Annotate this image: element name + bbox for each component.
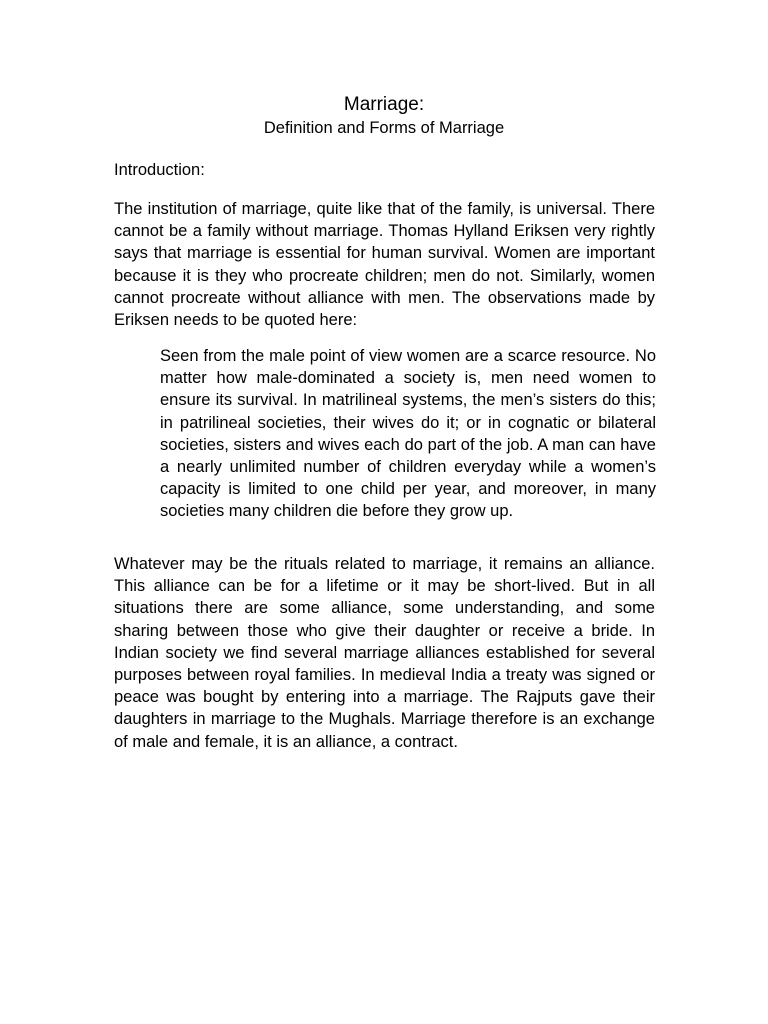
alliance-paragraph: Whatever may be the rituals related to marriage, it remains an alliance. This alliance can be for a lifetime or it may be short-lived. But in all situations there are some alliance, some understanding, and some sharing between those who give their daughter or receive a bride. In Indian society we find several marriage alliances established for several purposes between royal families. In medieval India a treaty was signed or peace was bought by entering into a marriage. The Rajputs gave their daughters in marriage to the Mughals. Marriage therefore is an exchange of male and female, it is an alliance, a contract.: [114, 555, 655, 751]
document-title: Marriage:: [343, 94, 425, 115]
document-subtitle: Definition and Forms of Marriage: [263, 119, 505, 137]
section-heading: Introduction:: [114, 161, 205, 179]
intro-paragraph: The institution of marriage, quite like that of the family, is universal. There cannot be a family without marriage. Thomas Hylland Eriksen very rightly says that marriage is essential for human survival. Women are important because it is they who procreate children; men do not. Similarly, women cannot procreate without alliance with men. The observations made by Eriksen needs to be quoted here:: [114, 200, 655, 330]
block-quote: Seen from the male point of view women are a scarce resource. No matter how male-dominated a society is, men need women to ensure its survival. In matrilineal systems, the men’s sisters do this; in patrilineal societies, their wives do it; or in cognatic or bilateral societies, sisters and wives each do part of the job. A man can have a nearly unlimited number of children everyday while a women’s capacity is limited to one child per year, and moreover, in many societies many children die before they grow up.: [160, 347, 656, 521]
